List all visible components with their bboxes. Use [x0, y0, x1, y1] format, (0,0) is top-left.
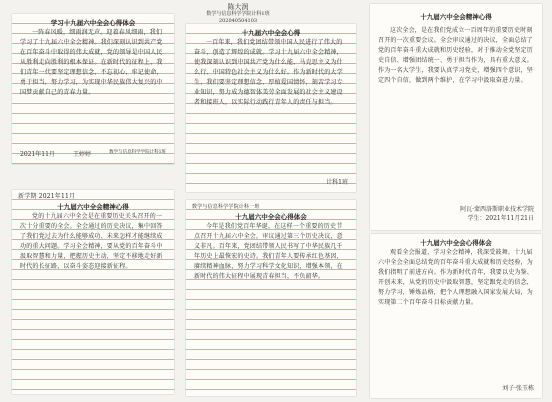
student-id: 202040504103 — [218, 18, 258, 24]
essay-4-title: 十九届六中全会精神心得 — [57, 203, 129, 211]
essay-6-title: 十九届六中全会心得体会 — [420, 239, 492, 247]
essay-6-sig: 刘子·张玉栋 — [502, 385, 534, 392]
essay-sheet-1 — [12, 14, 174, 164]
essay-6-body: 观看全会报道，学习全会精神，我深受鼓舞。十九届六中全会全面总结党的百年奋斗重大成就和历史经验，为我们指明了前进方向。作为新时代青年，我要以史为鉴、开创未来，从党的历史中汲取智慧，坚定跟党走的信念，努力学习，锤炼品格，把个人理想融入国家发展大局，为实现第二个百年奋斗目标贡献力量。 — [378, 249, 534, 306]
essay-5-body: 今年是我们党百年华诞，在这样一个重要的历史节点召开十九届六中全会，审议通过第三个历史决议，意义非凡。百年来，党团结带领人民书写了中华民族几千年历史上最恢宏的史诗。我们青年人要传承红色基因，赓续精神血脉，努力学习科学文化知识，增强本领，在新时代的伟大征程中展现青春担当，不负韶华。 — [194, 223, 343, 280]
essay-1-title: 学习十九届六中全会心得体会 — [50, 19, 136, 27]
essay-2-sig: 计科1班 — [326, 179, 348, 186]
essay-5-header: 数学与信息科学学院计科一班 — [192, 204, 260, 210]
essay-3-signature — [460, 204, 534, 222]
essay-5-title: 十九届六中全会心得体会 — [235, 213, 307, 221]
essay-4-body: 党的十九届六中全会是在重要历史关头召开的一次十分重要的全会。全会通过的历史决议，集中回答了我们党过去为什么能够成功、未来怎样才能继续成功的重大问题。学习全会精神，要从党的百年奋斗中汲取智慧和力量，把握历史主动，坚定不移地走好新时代的长征路，以奋斗姿态迎接新征程。 — [20, 213, 163, 270]
essay-3-body: 这次全会，是在我们党成立一百周年的重要历史时刻召开的一次重要会议。全会审议通过的决议，全面总结了党的百年奋斗重大成就和历史经验，对于推动全党坚定历史自信、增强团结统一、勇于担当作为，具有重大意义。作为一名大学生，我要认真学习党史，增强四个意识，坚定四个自信，做到两个维护，在学习中汲取奋进力量。 — [378, 27, 534, 84]
essay-1-sig-name: 王婷婷 — [73, 151, 92, 158]
top-header-note — [188, 4, 288, 25]
essay-2-body: 一百年来，我们党团结带领中国人民进行了伟大的奋斗，创造了辉煌的成就。学习十九届六中全会精神，使我深刻认识到中国共产党为什么能、马克思主义为什么行、中国特色社会主义为什么好。作为新时代的大学生，我们要坚定理想信念，厚植爱国情怀，刻苦学习专业知识，努力成为德智体美劳全面发展的社会主义建设者和接班人，以实际行动践行青年人的责任与担当。 — [194, 39, 343, 106]
essay-3-school: 阿瓦·蒙西洛斯职业技术学院 — [460, 206, 534, 213]
essay-4-note: 新学期 2021年11月 — [18, 193, 76, 200]
essay-1-sig-class: 数学与信息科学学院计科1班 — [109, 150, 166, 155]
essay-3-date: 学生：2021年11月21日 — [467, 215, 534, 222]
student-name: 陈大润 — [227, 3, 249, 11]
essay-sheet-6 — [370, 234, 542, 398]
essay-sheet-5 — [186, 200, 356, 396]
essay-1-date: 2021年11月 — [20, 151, 55, 158]
essay-sheet-3 — [370, 4, 542, 230]
essay-1-body: 一阵春风暖，细雨润无声。迎着春风细雨，我们学习了十九届六中全会精神。我们深刻认识到共产党在百年奋斗中取得的伟大成就，党的领导是中国人民从胜利走向胜利的根本保证。在新时代的征程上，我们青年一代要坚定理想信念，不忘初心，牢记使命，勇于担当，努力学习，为实现中华民族伟大复兴的中国梦贡献自己的青春力量。 — [20, 29, 163, 96]
essay-sheet-2 — [186, 24, 356, 192]
essay-1-signature — [20, 149, 166, 158]
essay-3-title: 十九届六中全会精神心得 — [420, 13, 492, 21]
essay-sheet-4 — [12, 190, 174, 394]
essay-2-title: 十九届六中全会心得 — [241, 29, 301, 37]
student-class: 数学与信息科学学院计科1班 — [206, 11, 270, 17]
